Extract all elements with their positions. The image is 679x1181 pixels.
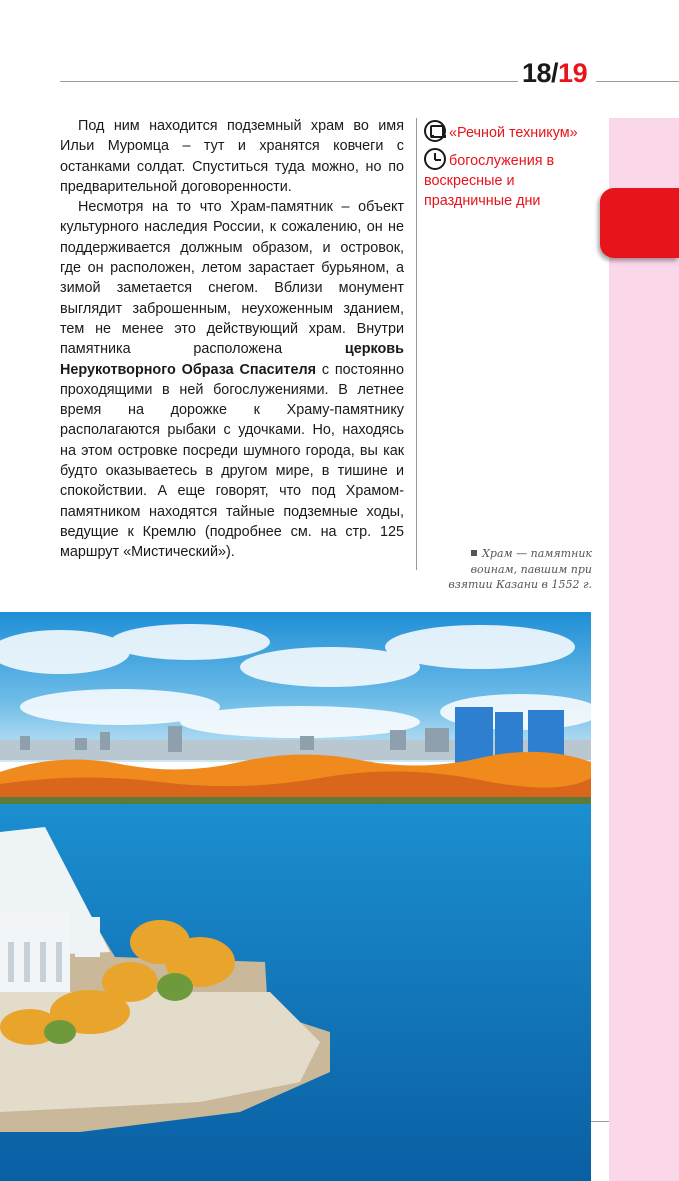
stop-name: «Речной техникум»: [449, 125, 578, 141]
caption-text: Храм — памятник воинам, павшим при взятии Казани в 1552 г.: [448, 547, 592, 591]
transport-info: [424, 120, 578, 143]
clock-icon: [424, 148, 446, 170]
header-rule: [60, 81, 518, 82]
page-number-right: 19: [558, 58, 588, 88]
page-number-left: 18/: [522, 58, 559, 88]
header-rule-right: [596, 81, 679, 82]
bus-icon: [424, 120, 446, 142]
paragraph-2-start: Несмотря на то что Храм-памятник – объект культурного наследия России, к сожалению, он не поддерживается должным образом, и островок, где он расположен, летом зарастает бурьяном, а зимой заметается снегом. Вблизи монумент выглядит заброшенным, неухоженным зданием, тем не менее это действующий храм. Внутри памятника расположена: [60, 199, 404, 358]
photo-caption: [440, 546, 592, 593]
church-name: церковь Нерукотворного Образа Спасителя: [60, 341, 404, 378]
paragraph-1: Под ним находится подземный храм во имя Ильи Муромца – тут и хранятся ковчеги с останками солдат. Спуститься туда можно, но по предварительной договоренности.: [60, 118, 404, 195]
service-info: [424, 148, 604, 211]
photo-illustration: [0, 612, 591, 1181]
caption-bullet-icon: [471, 550, 477, 556]
service-times: богослужения в воскресные и праздничные дни: [424, 153, 555, 209]
page-number: [522, 58, 587, 89]
page-edge-strip: [609, 118, 679, 1181]
photo-temple-river: [0, 612, 591, 1181]
section-tab: [600, 188, 679, 258]
footer-rule: [591, 1121, 609, 1122]
paragraph-2: [60, 197, 404, 562]
paragraph-2-end: с постоянно проходящими в ней богослужениями. В летнее время на дорожке к Храму-памятнику располагаются рыбаки с удочками. Но, находясь на этом островке посреди шумного города, вы как будто оказываетесь в другом мире, в тишине и спокойствии. А еще говорят, что под Храмом-памятником находятся тайные подземные ходы, ведущие к Кремлю (подробнее см. на стр. 125 маршрут «Мистический»).: [60, 361, 404, 561]
body-text: [60, 116, 404, 563]
column-divider: [416, 118, 417, 570]
